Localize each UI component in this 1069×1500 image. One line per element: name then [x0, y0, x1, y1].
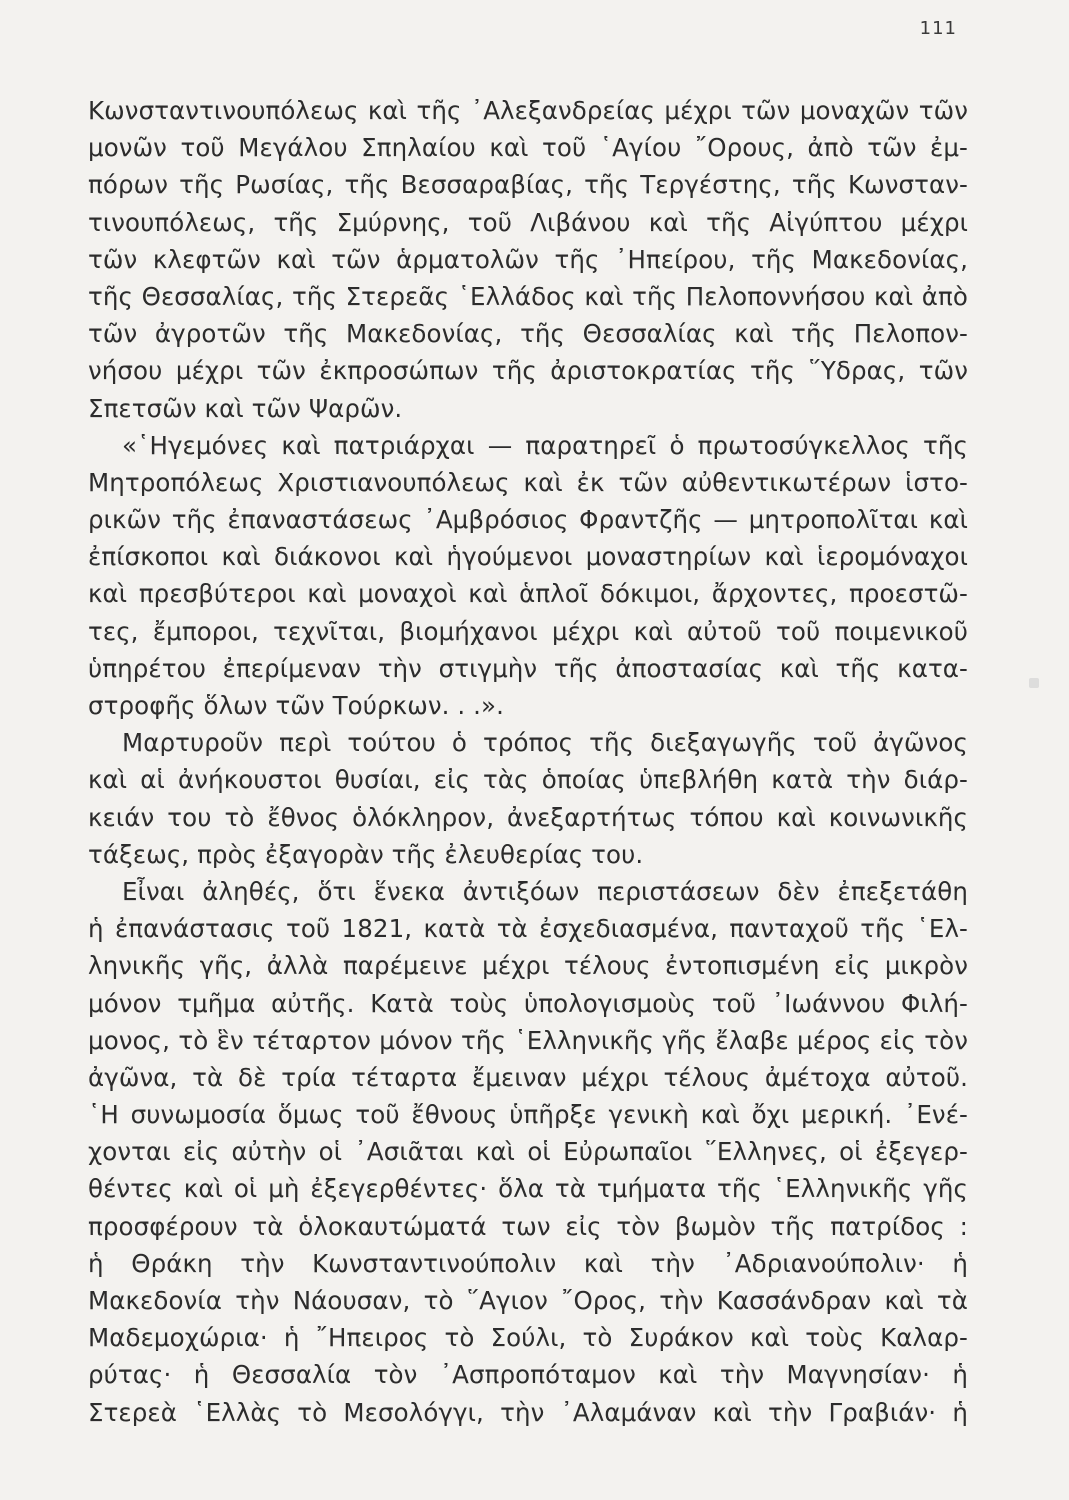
text-line: ληνικῆς γῆς, ἀλλὰ παρέμεινε μέχρι τέλους ἐντοπισμένη εἰς μικρὸν	[88, 951, 968, 981]
text-line: νήσου μέχρι τῶν ἐκπροσώπων τῆς ἀριστοκρατίας τῆς ῞Υδρας, τῶν	[88, 356, 968, 386]
text-line: Εἶναι ἀληθές, ὅτι ἕνεκα ἀντιξόων περιστάσεων δὲν ἐπεξετάθη	[122, 876, 968, 906]
text-line: ρύτας· ἡ Θεσσαλία τὸν ᾿Ασπροπόταμον καὶ τὴν Μαγνησίαν· ἡ	[88, 1360, 968, 1390]
text-line: Μαρτυροῦν περὶ τούτου ὁ τρόπος τῆς διεξαγωγῆς τοῦ ἀγῶνος	[122, 728, 968, 758]
text-line: χονται εἰς αὐτὴν οἱ ᾿Ασιᾶται καὶ οἱ Εὐρωπαῖοι ῞Ελληνες, οἱ ἐξεγερ-	[88, 1137, 968, 1167]
text-line: κειάν του τὸ ἔθνος ὁλόκληρον, ἀνεξαρτήτως τόπου καὶ κοινωνικῆς	[88, 802, 968, 832]
text-line: τες, ἔμποροι, τεχνῖται, βιομήχανοι μέχρι καὶ αὐτοῦ τοῦ ποιμενικοῦ	[88, 616, 968, 646]
text-line: ὑπηρέτου ἐπερίμεναν τὴν στιγμὴν τῆς ἀποστασίας καὶ τῆς κατα-	[88, 653, 968, 683]
text-line: μόνον τμῆμα αὐτῆς. Κατὰ τοὺς ὑπολογισμοὺς τοῦ ᾿Ιωάννου Φιλή-	[88, 988, 968, 1018]
text-line: τάξεως, πρὸς ἐξαγορὰν τῆς ἐλευθερίας του.	[88, 839, 644, 869]
text-line: προσφέρουν τὰ ὁλοκαυτώματά των εἰς τὸν βωμὸν τῆς πατρίδος :	[88, 1211, 968, 1241]
text-line: Μαδεμοχώρια· ἡ ῎Ηπειρος τὸ Σούλι, τὸ Συράκον καὶ τοὺς Καλαρ-	[88, 1323, 968, 1353]
text-line: Μητροπόλεως Χριστιανουπόλεως καὶ ἐκ τῶν αὐθεντικωτέρων ἱστο-	[88, 467, 968, 497]
text-line: τῆς Θεσσαλίας, τῆς Στερεᾶς ῾Ελλάδος καὶ τῆς Πελοποννήσου καὶ ἀπὸ	[88, 281, 968, 311]
text-line: ἀγῶνα, τὰ δὲ τρία τέταρτα ἔμειναν μέχρι τέλους ἀμέτοχα αὐτοῦ.	[88, 1062, 968, 1092]
text-line: στροφῆς ὅλων τῶν Τούρκων. . .».	[88, 691, 505, 720]
text-line: μονος, τὸ ἓν τέταρτον μόνον τῆς ῾Ελληνικῆς γῆς ἔλαβε μέρος εἰς τὸν	[88, 1025, 968, 1055]
scan-mark	[1029, 678, 1039, 688]
text-line: καὶ αἱ ἀνήκουστοι θυσίαι, εἰς τὰς ὁποίας ὑπεβλήθη κατὰ τὴν διάρ-	[88, 765, 968, 795]
text-line: Σπετσῶν καὶ τῶν Ψαρῶν.	[88, 393, 403, 423]
text-line: πόρων τῆς Ρωσίας, τῆς Βεσσαραβίας, τῆς Τεργέστης, τῆς Κωνσταν-	[88, 170, 968, 200]
text-line: τῶν ἀγροτῶν τῆς Μακεδονίας, τῆς Θεσσαλίας καὶ τῆς Πελοπον-	[88, 319, 968, 349]
text-line: ρικῶν τῆς ἐπαναστάσεως ᾿Αμβρόσιος Φραντζῆς — μητροπολῖται καὶ	[88, 505, 968, 535]
text-line: Μακεδονία τὴν Νάουσαν, τὸ ῞Αγιον ῎Ορος, τὴν Κασσάνδραν καὶ τὰ	[88, 1286, 968, 1315]
text-line: θέντες καὶ οἱ μὴ ἐξεγερθέντες· ὅλα τὰ τμήματα τῆς ῾Ελληνικῆς γῆς	[88, 1174, 968, 1204]
text-line: ἡ ἐπανάστασις τοῦ 1821, κατὰ τὰ ἐσχεδιασμένα, πανταχοῦ τῆς ῾Ελ-	[88, 914, 968, 944]
text-line: τῶν κλεφτῶν καὶ τῶν ἁρματολῶν τῆς ᾿Ηπείρου, τῆς Μακεδονίας,	[88, 244, 968, 274]
text-line: «῾Ηγεμόνες καὶ πατριάρχαι — παρατηρεῖ ὁ πρωτοσύγκελλος τῆς	[122, 430, 968, 460]
text-line: ἡ Θράκη τὴν Κωνσταντινούπολιν καὶ τὴν ᾿Αδριανούπολιν· ἡ	[88, 1248, 968, 1278]
text-line: Κωνσταντινουπόλεως καὶ τῆς ᾿Αλεξανδρείας μέχρι τῶν μοναχῶν τῶν	[88, 96, 968, 125]
body-text	[88, 92, 968, 1431]
text-line: ῾Η συνωμοσία ὅμως τοῦ ἔθνους ὑπῆρξε γενικὴ καὶ ὄχι μερική. ᾿Ενέ-	[88, 1100, 968, 1130]
text-line: Στερεὰ ῾Ελλὰς τὸ Μεσολόγγι, τὴν ᾿Αλαμάναν καὶ τὴν Γραβιάν· ἡ	[88, 1397, 968, 1427]
page-number: 111	[919, 18, 957, 39]
text-line: ἐπίσκοποι καὶ διάκονοι καὶ ἡγούμενοι μοναστηρίων καὶ ἱερομόναχοι	[88, 542, 968, 572]
text-line: μονῶν τοῦ Μεγάλου Σπηλαίου καὶ τοῦ ῾Αγίου ῎Ορους, ἀπὸ τῶν ἐμ-	[88, 133, 968, 163]
text-line: τινουπόλεως, τῆς Σμύρνης, τοῦ Λιβάνου καὶ τῆς Αἰγύπτου μέχρι	[88, 207, 968, 237]
text-line: καὶ πρεσβύτεροι καὶ μοναχοὶ καὶ ἁπλοῖ δόκιμοι, ἄρχοντες, προεστῶ-	[88, 579, 968, 609]
